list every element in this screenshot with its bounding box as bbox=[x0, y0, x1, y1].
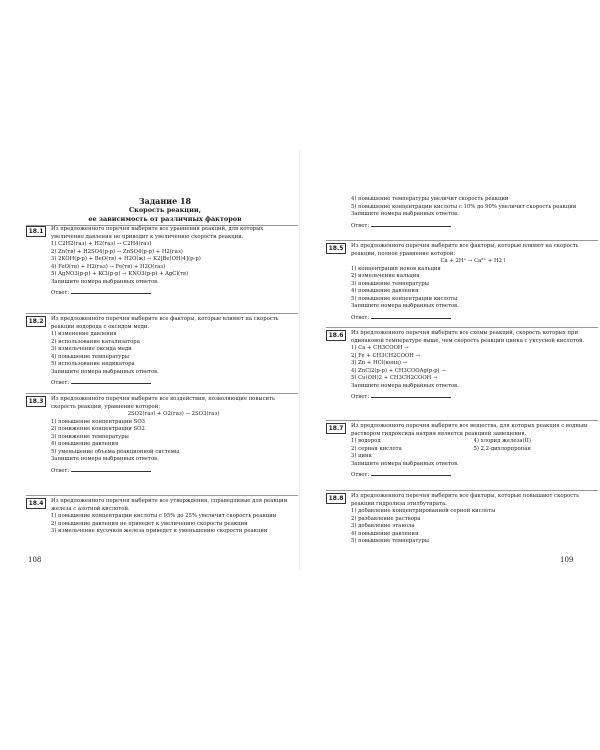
option: 2) Zn(тв) + H2SO4(р-р) → ZnSO4(р-р) + H2(газ) bbox=[51, 248, 183, 255]
page-number: 108 bbox=[28, 556, 42, 564]
instruction: Запишите номера выбранных ответов. bbox=[51, 368, 159, 375]
option: 3) измельчение оксида меди bbox=[51, 346, 132, 352]
task-question: Из предложенного перечня выберите все воздействия, позволяющие повысить скорость реакции, уравнение которой: bbox=[51, 396, 275, 410]
option: 1) повышение концентрации кислоты с 95% до 25% увеличит скорость реакции bbox=[51, 513, 277, 519]
task-question: Из предложенного перечня выберите все утверждения, справедливые для реакции железа с азотной кислотой. bbox=[51, 498, 288, 512]
task-number: 18.5 bbox=[326, 243, 346, 254]
option: 2) разбавление раствора bbox=[351, 515, 421, 522]
option: 3) измельчение кусочков железа приведет к уменьшению скорости реакции bbox=[51, 528, 268, 534]
options-columns bbox=[351, 438, 596, 461]
option: 4) повышение давления bbox=[51, 441, 119, 447]
option: 2) серная кислота bbox=[351, 445, 402, 452]
instruction: Запишите номера выбранных ответов. bbox=[51, 278, 159, 285]
task-number: 18.3 bbox=[26, 396, 46, 407]
option: 4) FeO(тв) + H2(газ) → Fe(тв) + H2O(газ) bbox=[51, 263, 166, 270]
option: 5) 2,2-дихлорпропан bbox=[473, 445, 531, 452]
option: 4) ZnCl2(р-р) + CH3COOAg(р-р) → bbox=[351, 367, 446, 374]
option: 5) AgNO3(р-р) + KCl(р-р) → KNO3(р-р) + AgCl(тв) bbox=[51, 271, 189, 277]
option: 2) понижение концентрации SO2 bbox=[51, 426, 145, 432]
answer-label: Ответ: bbox=[51, 290, 70, 296]
answer-field[interactable] bbox=[371, 226, 451, 227]
option: 2) использование катализатора bbox=[51, 338, 140, 345]
section-title: Задание 18 bbox=[138, 196, 192, 206]
answer-field[interactable] bbox=[371, 318, 451, 319]
answer-label: Ответ: bbox=[51, 380, 70, 386]
option: 4) повышение температуры увеличит скорость реакции bbox=[351, 196, 509, 202]
task-question: Из предложенного перечня выберите все факторы, которые повышают скорость реакции гидролиза этилбутирата. bbox=[351, 493, 579, 507]
option: 1) водород bbox=[351, 438, 381, 444]
answer-label: Ответ: bbox=[351, 472, 370, 478]
option: 5) повышение температуры bbox=[351, 538, 430, 544]
option: 3) цинк bbox=[351, 453, 372, 459]
option: 3) Zn + HCl(конц) → bbox=[351, 360, 408, 366]
option: 3) 2KOH(р-р) + BeO(тв) + H2O(ж) → K2[Be(OH)4](р-р) bbox=[51, 256, 201, 262]
task-number: 18.4 bbox=[26, 498, 46, 509]
page-number: 109 bbox=[560, 556, 574, 564]
reaction-equation: 2SO2(газ) + O2(газ) → 2SO3(газ) bbox=[127, 411, 220, 417]
option: 5) уменьшение объема реакционной системы bbox=[51, 448, 180, 455]
task-number: 18.8 bbox=[326, 493, 346, 504]
subtitle-line-1: Скорость реакции, bbox=[128, 206, 202, 214]
reaction-equation: Ca + 2H⁺ → Ca²⁺ + H2↑ bbox=[440, 258, 507, 264]
task-question: Из предложенного перечня выберите все факторы, которые влияют на скорость реакции водорода с оксидом меди. bbox=[51, 316, 279, 330]
option: 1) концентрация ионов кальция bbox=[351, 265, 441, 272]
instruction: Запишите номера выбранных ответов. bbox=[351, 303, 459, 309]
instruction: Запишите номера выбранных ответов. bbox=[351, 382, 459, 389]
task-number: 18.2 bbox=[26, 316, 46, 327]
option: 3) добавление этанола bbox=[351, 523, 415, 529]
option: 2) Fe + CH3CH2COOH → bbox=[351, 352, 421, 359]
task-question: Из предложенного перечня выберите все факторы, которые влияют на скорость реакции, полное уравнение которой: bbox=[351, 243, 579, 257]
option: 5) повышение концентрации кислоты bbox=[351, 295, 458, 302]
task-number: 18.7 bbox=[326, 423, 346, 434]
task-question: Из предложенного перечня выберите все вещества, для которых реакция с водным раствором гидроксида натрия является реакцией замещения. bbox=[351, 423, 588, 437]
option: 1) повышение концентрации SO3 bbox=[51, 418, 146, 425]
subtitle-line-2: ее зависимость от различных факторов bbox=[88, 215, 242, 223]
answer-field[interactable] bbox=[371, 397, 451, 398]
answer-field[interactable] bbox=[371, 475, 451, 476]
instruction: Запишите номера выбранных ответов. bbox=[351, 211, 459, 217]
option: 2) повышение давления не приведет к увеличению скорости реакции bbox=[51, 520, 248, 527]
option: 3) повышение температуры bbox=[351, 280, 430, 287]
option: 4) повышение давления bbox=[351, 288, 419, 294]
option: 4) хлорид железа(II) bbox=[473, 438, 531, 444]
option: 1) добавление концентрированной серной кислоты bbox=[351, 508, 496, 514]
option: 2) измельчение кальция bbox=[351, 273, 420, 279]
instruction: Запишите номера выбранных ответов. bbox=[351, 460, 459, 467]
instruction: Запишите номера выбранных ответов. bbox=[51, 456, 159, 462]
option: 5) Cu(OH)2 + CH3CH2COOH → bbox=[351, 375, 438, 381]
task-number: 18.6 bbox=[326, 330, 346, 341]
task-question: Из предложенного перечня выберите все схемы реакций, скорость которых при одинаковой температуре выше, чем скорость реакции цинка с уксусной кислотой. bbox=[351, 330, 585, 344]
option: 1) изменение давления bbox=[51, 331, 117, 337]
option: 1) Ca + CH3COOH → bbox=[351, 345, 409, 351]
answer-label: Ответ: bbox=[351, 394, 370, 400]
option: 3) понижение температуры bbox=[51, 433, 129, 440]
option: 5) использование индикатора bbox=[51, 361, 135, 367]
answer-label: Ответ: bbox=[51, 467, 70, 474]
option: 4) повышение давления bbox=[351, 530, 419, 537]
task-question: Из предложенного перечня выберите все уравнения реакций, для которых увеличение давления не приводит к увеличению скорости реакции. bbox=[51, 226, 264, 240]
answer-label: Ответ: bbox=[351, 314, 370, 321]
option: 4) повышение температуры bbox=[51, 353, 130, 360]
answer-label: Ответ: bbox=[351, 222, 370, 229]
option: 1) C2H2(газ) + H2(газ) → C2H4(газ) bbox=[51, 241, 152, 247]
task-number: 18.1 bbox=[26, 226, 46, 237]
option: 5) повышение концентрации кислоты с 10% до 90% увеличит скорость реакции bbox=[351, 203, 577, 210]
